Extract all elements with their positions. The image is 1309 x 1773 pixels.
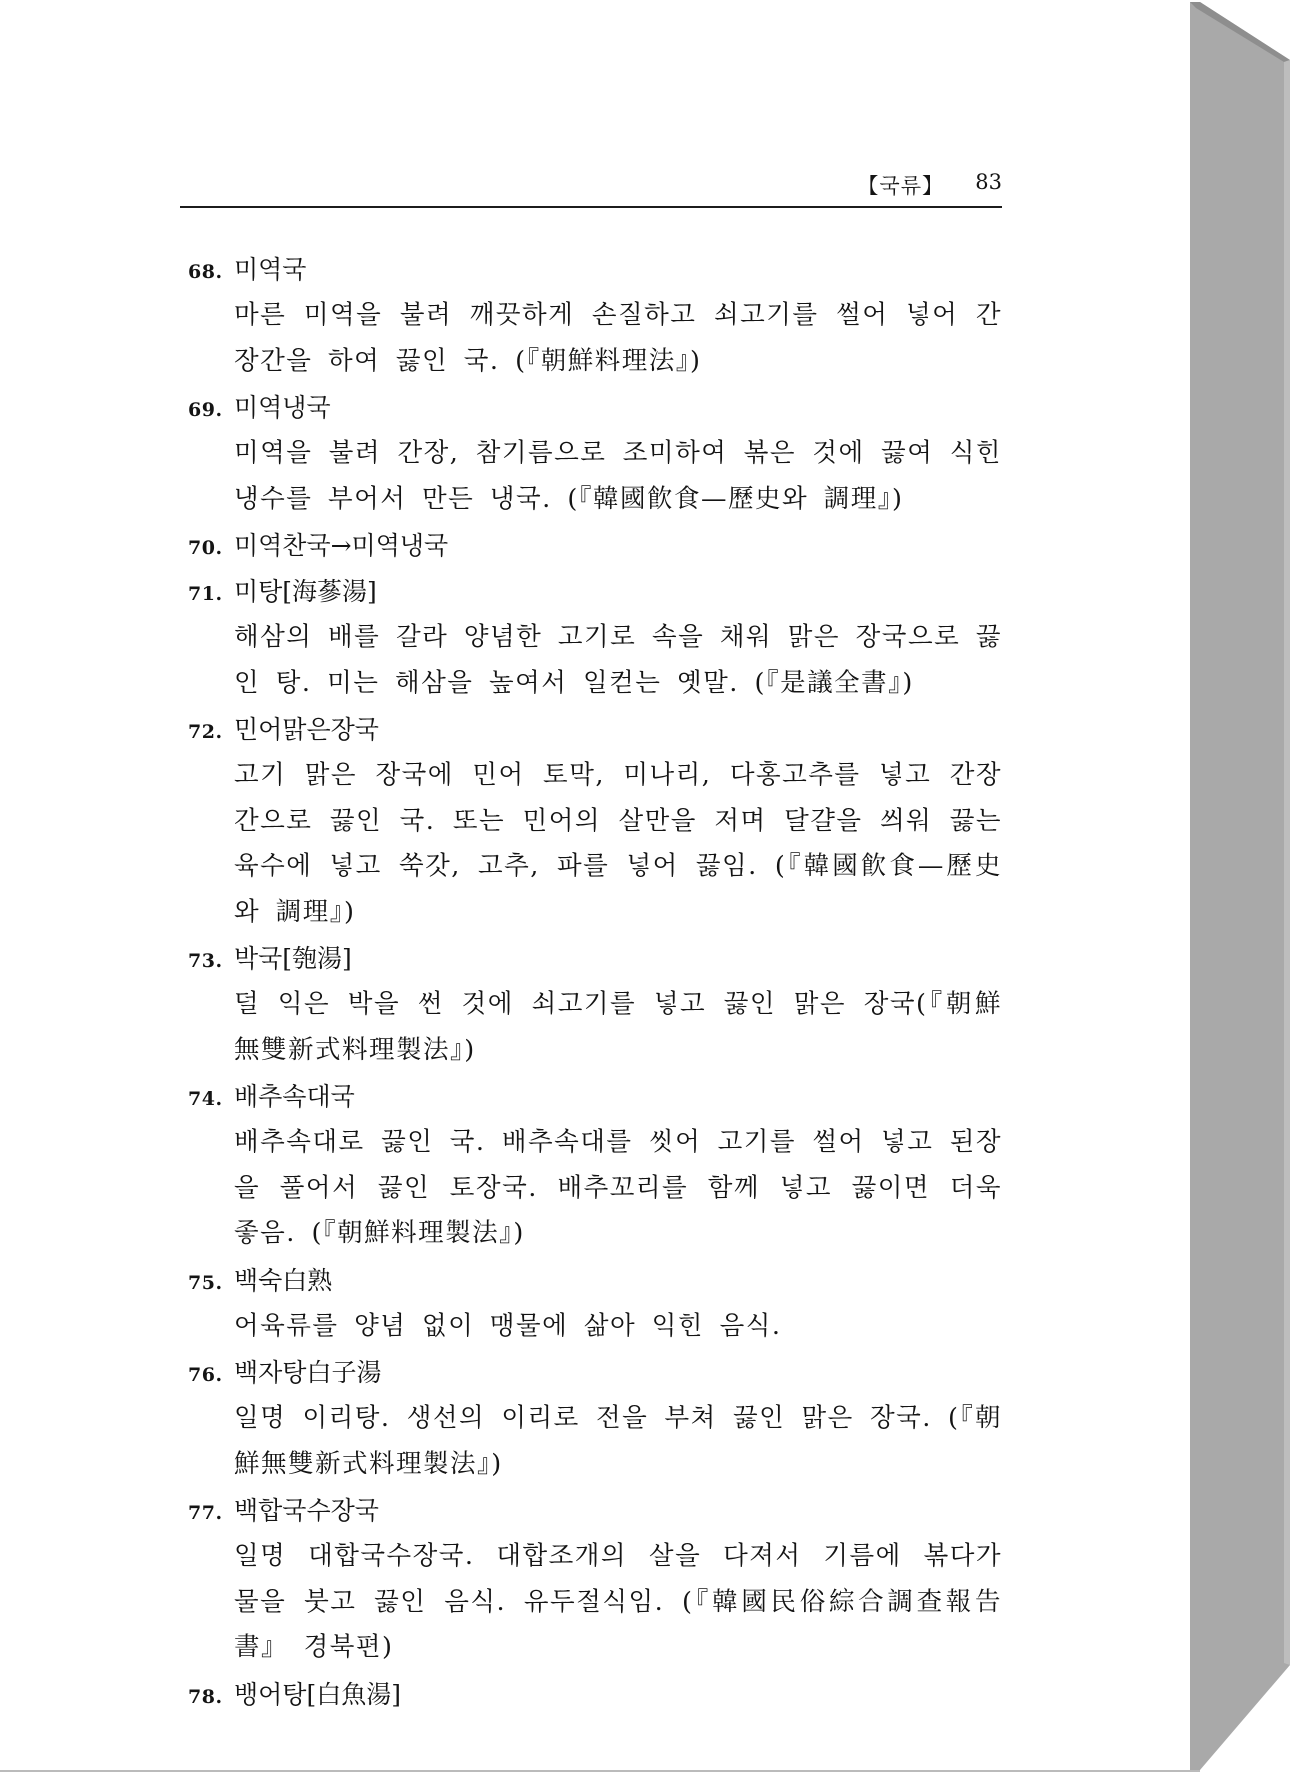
entry-description: 일명 대합국수장국. 대합조개의 살을 다져서 기름에 볶다가 물을 붓고 끓인 음식. 유두절식임. (『韓國民俗綜合調查報告書』 경북편) <box>234 1541 1002 1662</box>
entry-term: 백숙白熟 <box>234 1265 333 1295</box>
entry-term: 박국[匏湯] <box>234 944 352 973</box>
header-rule <box>180 206 1002 208</box>
running-header <box>180 170 1002 200</box>
entry-title <box>188 1258 1002 1304</box>
entry-number: 78. <box>188 1685 223 1708</box>
entry-description: 해삼의 배를 갈라 양념한 고기로 속을 채워 맑은 장국으로 끓인 탕. 미는 해삼을 높여서 일컫는 옛말. (『是議全書』) <box>234 622 1002 698</box>
entry-number: 68. <box>188 261 223 283</box>
entry-title <box>188 1074 1002 1120</box>
entry-number: 71. <box>188 583 223 605</box>
entry-number: 77. <box>188 1502 223 1524</box>
entry-term: 배추속대국 <box>234 1082 355 1111</box>
entry-description: 일명 이리탕. 생선의 이리로 전을 부쳐 끓인 맑은 장국. (『朝鮮無雙新式料理製法』) <box>234 1403 1002 1479</box>
entry-term: 미역찬국→미역냉국 <box>234 531 449 560</box>
entry-term: 미역냉국 <box>234 393 331 422</box>
entry-title <box>188 1672 1002 1718</box>
entry-number: 73. <box>188 950 223 972</box>
entry-title <box>188 569 1002 615</box>
entry-title <box>188 1488 1002 1534</box>
page-number: 83 <box>975 170 1002 194</box>
entry-description: 배추속대로 끓인 국. 배추속대를 씻어 고기를 썰어 넣고 된장을 풀어서 끓인 토장국. 배추꼬리를 함께 넣고 끓이면 더욱 좋음. (『朝鮮料理製法』) <box>234 1127 1002 1248</box>
entry-description: 어육류를 양념 없이 맹물에 삶아 익힌 음식. <box>234 1310 782 1341</box>
entry-title <box>188 1350 1002 1396</box>
entry-title <box>188 247 1002 293</box>
entry-description: 마른 미역을 불려 깨끗하게 손질하고 쇠고기를 썰어 넣어 간장간을 하여 끓인 국. (『朝鮮料理法』) <box>234 300 1002 376</box>
entry-title <box>188 523 1002 569</box>
entry-term: 뱅어탕[白魚湯] <box>234 1679 401 1709</box>
entry-number: 72. <box>188 721 223 743</box>
entry-number: 69. <box>188 399 223 421</box>
entry-term: 백자탕白子湯 <box>234 1358 382 1387</box>
entry-number: 76. <box>188 1364 223 1386</box>
entry-description: 덜 익은 박을 썬 것에 쇠고기를 넣고 끓인 맑은 장국(『朝鮮無雙新式料理製法』) <box>234 989 1002 1065</box>
entry-number: 70. <box>188 537 223 559</box>
entry-list <box>188 247 1002 1718</box>
header-section-title: 【국류】 <box>857 174 944 198</box>
entry-term: 백합국수장국 <box>234 1496 379 1525</box>
entry-title <box>188 385 1002 431</box>
entry-number: 74. <box>188 1088 223 1110</box>
entry-number: 75. <box>188 1271 223 1294</box>
entry-description: 고기 맑은 장국에 민어 토막, 미나리, 다홍고추를 넣고 간장간으로 끓인 국. 또는 민어의 살만을 저며 달걀을 씌워 끓는 육수에 넣고 쑥갓, 고추, 파를 넣어 끓임. (『韓國飮食—歷史와 調理』) <box>234 760 1002 927</box>
entry-term: 민어맑은장국 <box>234 715 379 744</box>
entry-term: 미역국 <box>234 255 307 284</box>
entry-title <box>188 707 1002 753</box>
entry-term: 미탕[海蔘湯] <box>234 577 377 606</box>
entry-description: 미역을 불려 간장, 참기름으로 조미하여 볶은 것에 끓여 식힌 냉수를 부어서 만든 냉국. (『韓國飮食—歷史와 調理』) <box>234 438 1002 514</box>
entry-title <box>188 936 1002 982</box>
